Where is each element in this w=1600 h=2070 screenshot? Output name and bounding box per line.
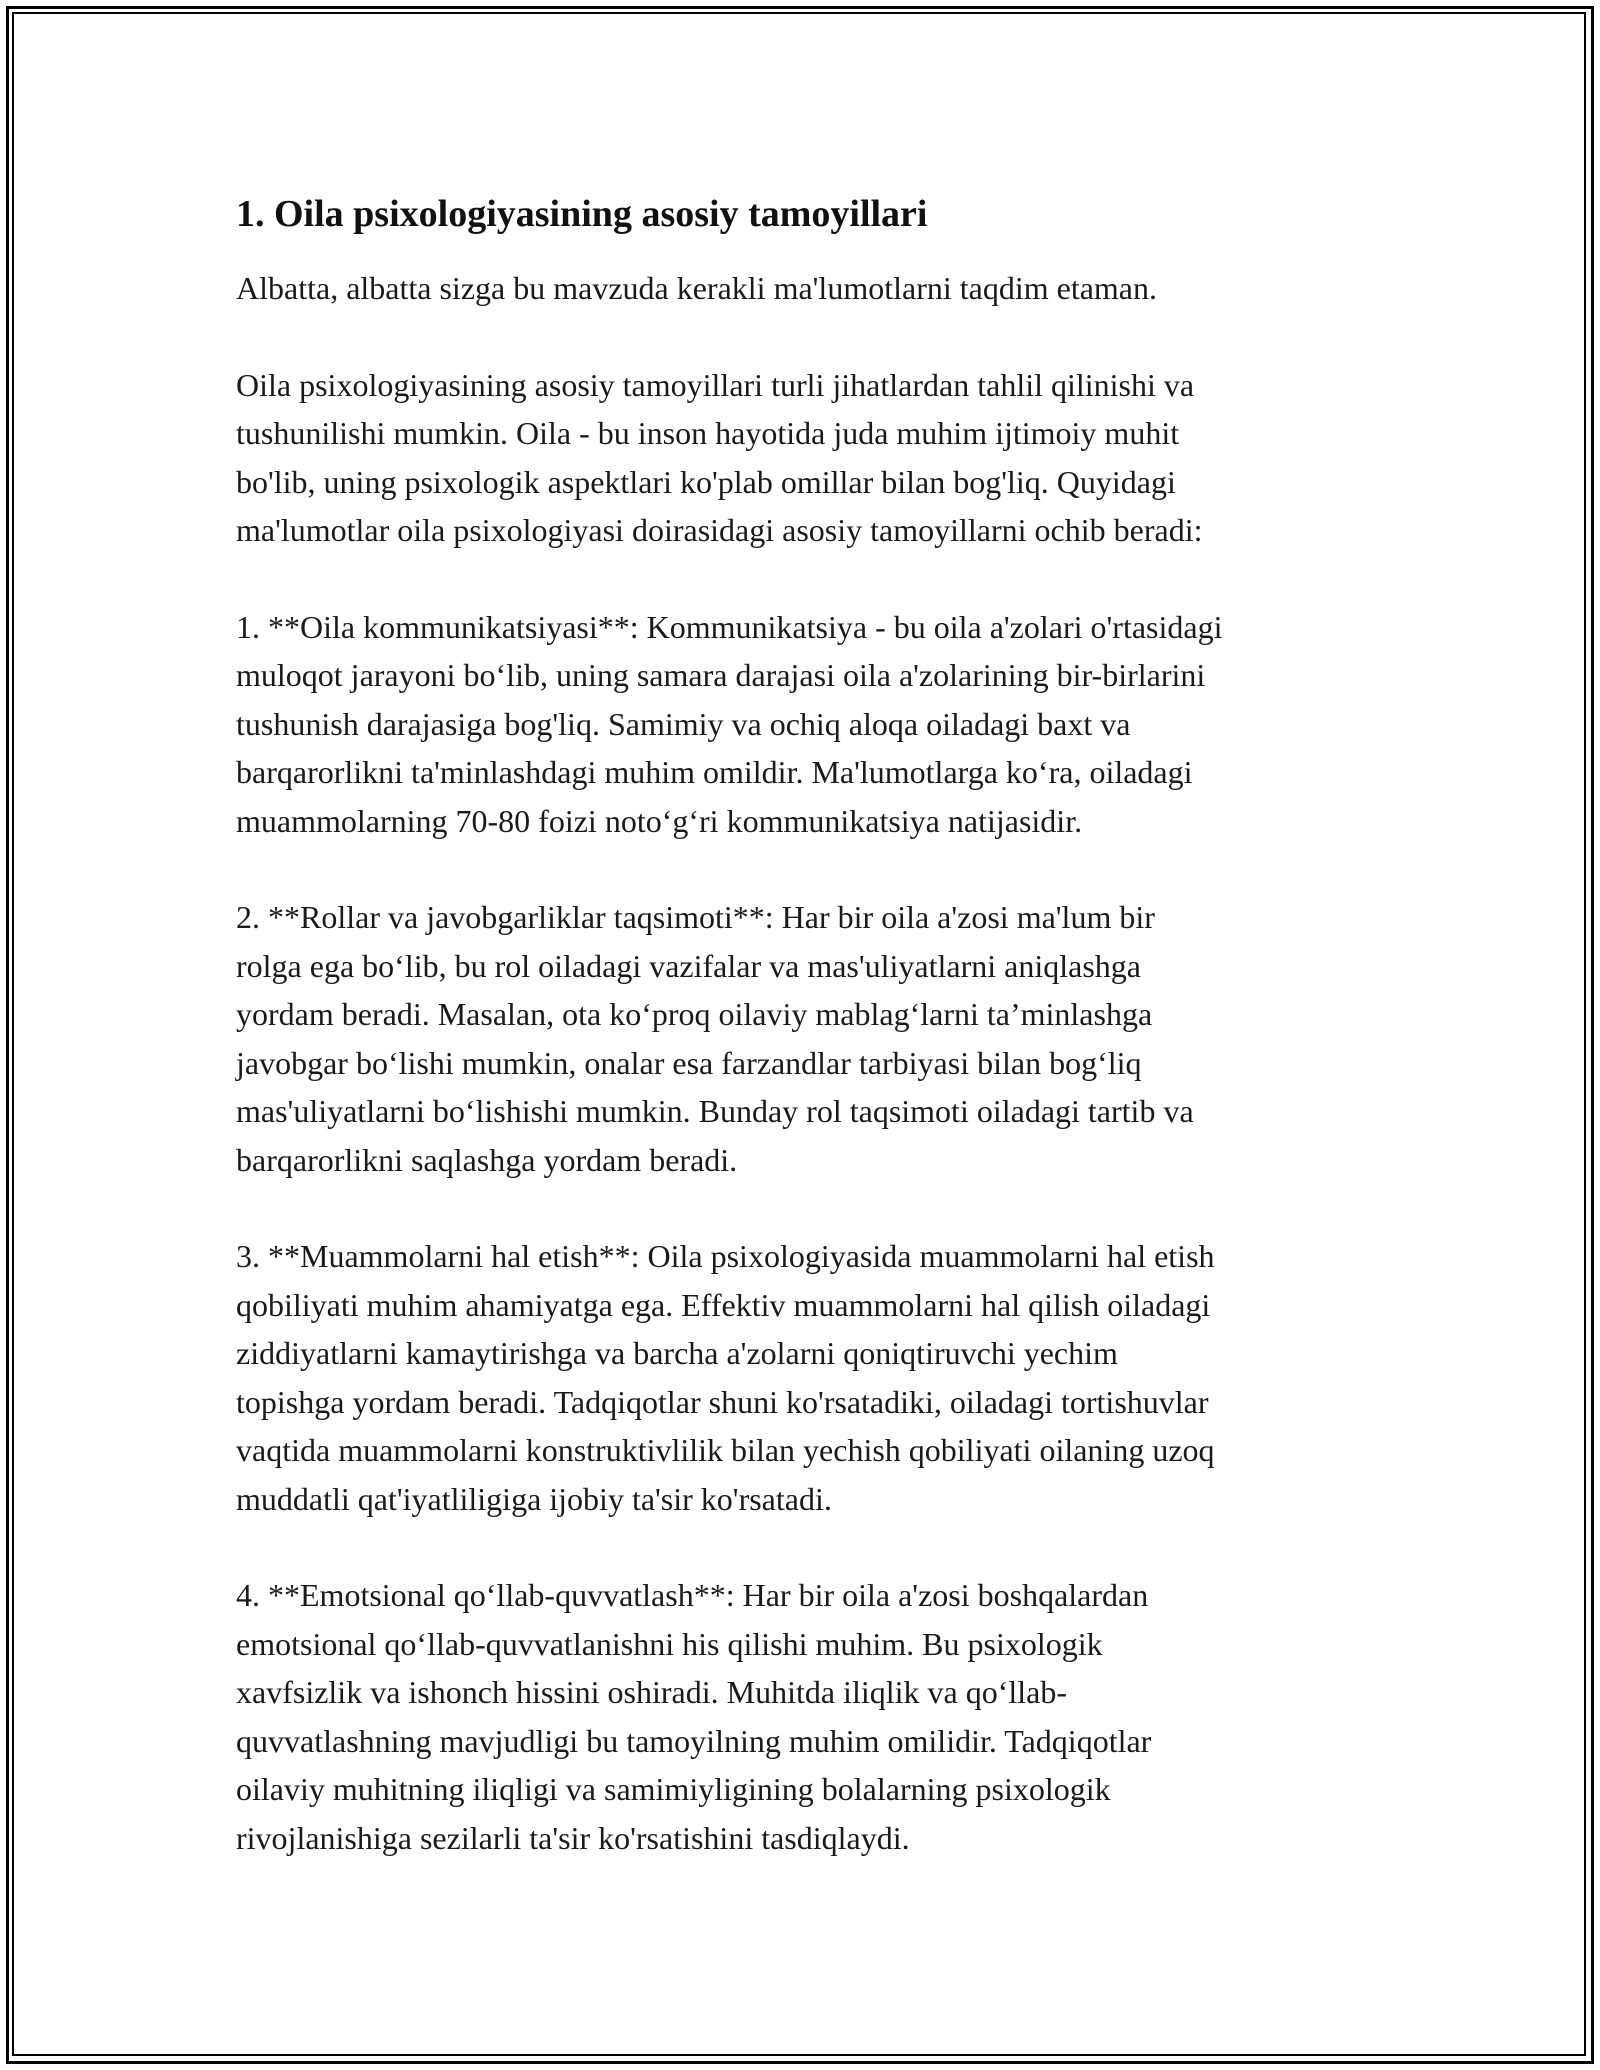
principle-roles-paragraph: 2. **Rollar va javobgarliklar taqsimoti**: Har bir oila a'zosi ma'lum bir rolga ega bo‘lib, bu rol oiladagi vazifalar va mas'uliyatlarni aniqlashga yordam beradi. Masalan, ota ko‘proq oilaviy mablag‘larni ta’minlashga javobgar bo‘lishi mumkin, onalar esa farzandlar tarbiyasi bilan bog‘liq mas'uliyatlarni bo‘lishishi mumkin. Bunday rol taqsimoti oiladagi tartib va barqarorlikni saqlashga yordam beradi. (236, 899, 1194, 1178)
principle-emotional-support-paragraph: 4. **Emotsional qo‘llab-quvvatlash**: Har bir oila a'zosi boshqalardan emotsional qo‘llab-quvvatlanishni his qilishi muhim. Bu psixologik xavfsizlik va ishonch hissini oshiradi. Muhitda iliqlik va qo‘llab- quvvatlashning mavjudligi bu tamoyilning muhim omilidir. Tadqiqotlar oilaviy muhitning iliqligi va samimiyligining bolalarning psixologik rivojlanishiga sezilarli ta'sir ko'rsatishini tasdiqlaydi. (236, 1577, 1152, 1856)
overview-paragraph: Oila psixologiyasining asosiy tamoyillari turli jihatlardan tahlil qilinishi va tushunilishi mumkin. Oila - bu inson hayotida juda muhim ijtimoiy muhit bo'lib, uning psixologik aspektlari ko'plab omillar bilan bog'liq. Quyidagi ma'lumotlar oila psixologiyasi doirasidagi asosiy tamoyillarni ochib beradi: (236, 366, 1203, 548)
principle-problem-solving-paragraph: 3. **Muammolarni hal etish**: Oila psixologiyasida muammolarni hal etish qobiliyati muhim ahamiyatga ega. Effektiv muammolarni hal qilish oiladagi ziddiyatlarni kamaytirishga va barcha a'zolarni qoniqtiruvchi yechim topishga yordam beradi. Tadqiqotlar shuni ko'rsatadiki, oiladagi tortishuvlar vaqtida muammolarni konstruktivlilik bilan yechish qobiliyati oilaning uzoq muddatli qat'iyatliligiga ijobiy ta'sir ko'rsatadi. (236, 1238, 1215, 1517)
section-heading: 1. Oila psixologiyasining asosiy tamoyillari (236, 193, 928, 235)
principle-communication-paragraph: 1. **Oila kommunikatsiyasi**: Kommunikatsiya - bu oila a'zolari o'rtasidagi muloqot jarayoni bo‘lib, uning samara darajasi oila a'zolarining bir-birlarini tushunish darajasiga bog'liq. Samimiy va ochiq aloqa oiladagi baxt va barqarorlikni ta'minlashdagi muhim omildir. Ma'lumotlarga ko‘ra, oiladagi muammolarning 70-80 foizi noto‘g‘ri kommunikatsiya natijasidir. (236, 608, 1223, 839)
document-body (236, 188, 1396, 1910)
intro-paragraph: Albatta, albatta sizga bu mavzuda kerakli ma'lumotlarni taqdim etaman. (236, 270, 1157, 306)
